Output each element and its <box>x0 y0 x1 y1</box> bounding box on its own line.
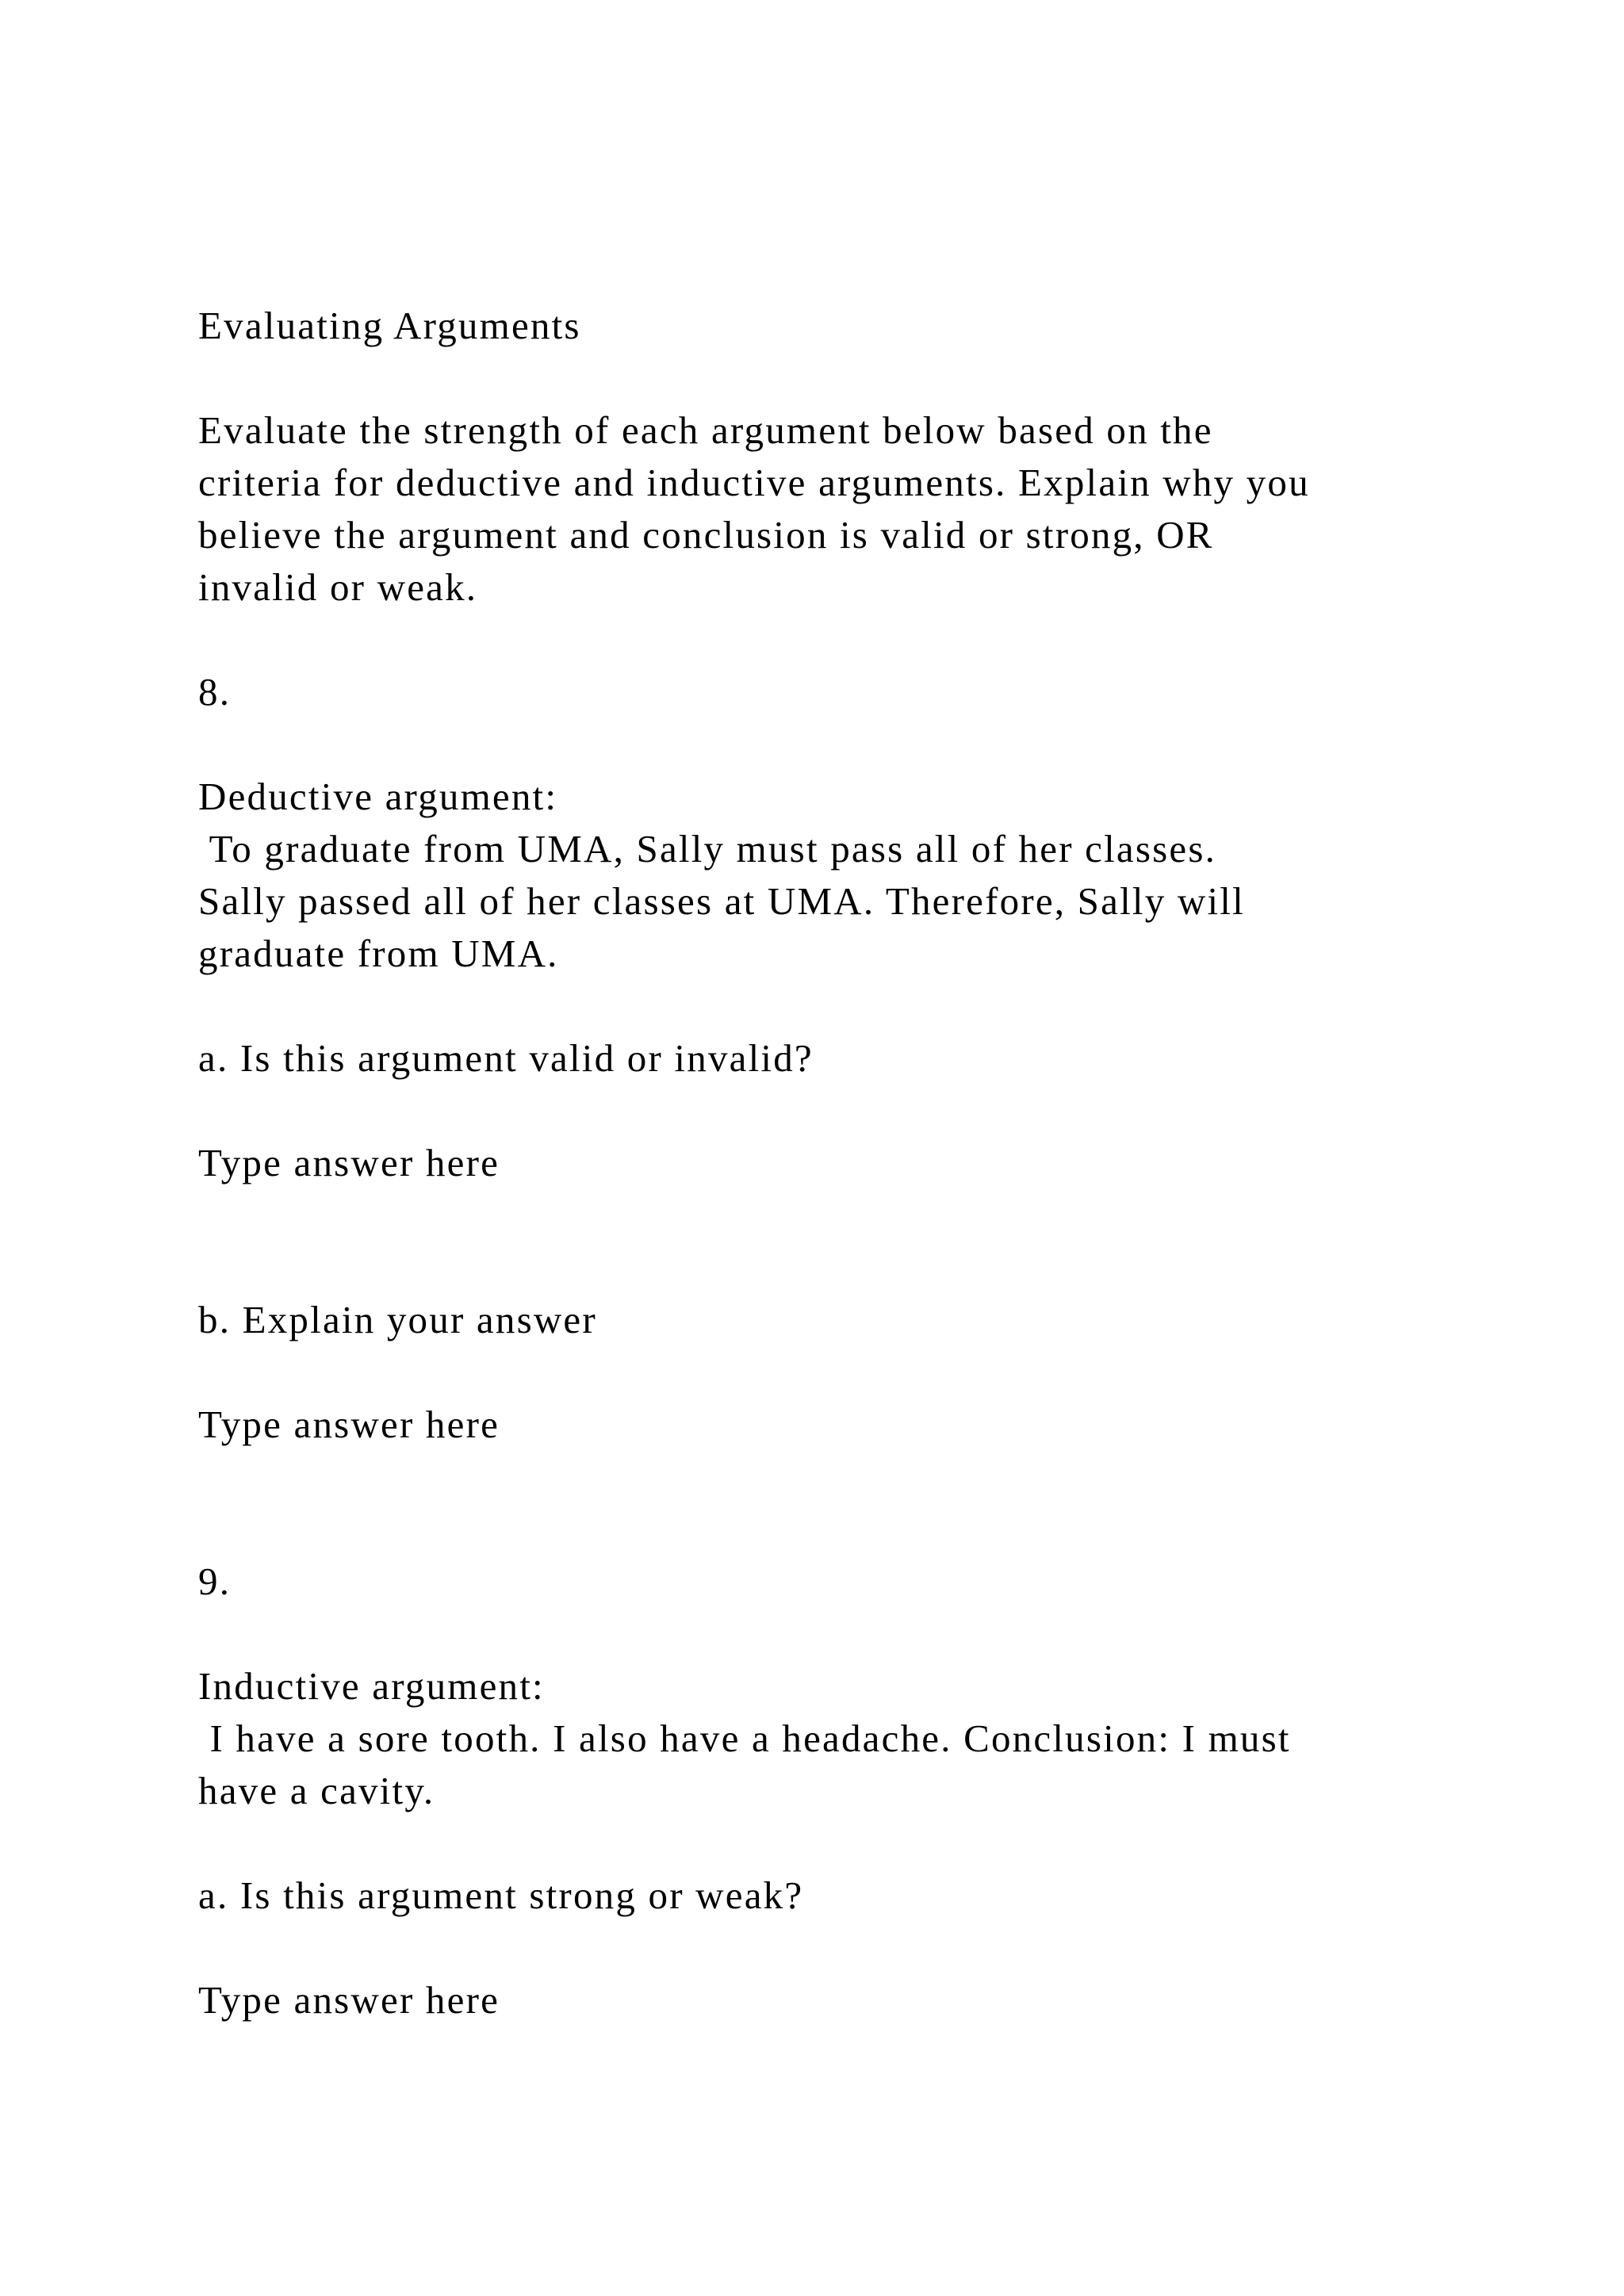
question-8-argument-line-1: To graduate from UMA, Sally must pass all of her classes. <box>198 827 1217 871</box>
question-9-part-a: a. Is this argument strong or weak? <box>198 1873 804 1917</box>
question-9-answer-a-field[interactable]: Type answer here <box>198 1978 500 2022</box>
question-8-answer-b-field[interactable]: Type answer here <box>198 1402 500 1446</box>
document-title: Evaluating Arguments <box>198 304 581 347</box>
question-8-number: 8. <box>198 670 232 714</box>
question-8-part-b: b. Explain your answer <box>198 1298 597 1341</box>
question-9-argument-line-1: I have a sore tooth. I also have a headache. Conclusion: I must <box>198 1716 1291 1760</box>
question-8-argument-line-2: Sally passed all of her classes at UMA. Therefore, Sally will <box>198 879 1245 923</box>
question-8-heading: Deductive argument: <box>198 775 558 818</box>
question-9-argument-line-2: have a cavity. <box>198 1769 435 1812</box>
question-8-argument-line-3: graduate from UMA. <box>198 932 559 975</box>
instructions-line-3: believe the argument and conclusion is valid or strong, OR <box>198 513 1214 557</box>
instructions-line-4: invalid or weak. <box>198 565 478 609</box>
question-8-answer-a-field[interactable]: Type answer here <box>198 1141 500 1184</box>
question-9-heading: Inductive argument: <box>198 1664 545 1708</box>
instructions-line-1: Evaluate the strength of each argument below based on the <box>198 408 1213 452</box>
question-8-part-a: a. Is this argument valid or invalid? <box>198 1036 814 1080</box>
instructions-line-2: criteria for deductive and inductive arguments. Explain why you <box>198 461 1310 504</box>
question-9-number: 9. <box>198 1559 232 1603</box>
